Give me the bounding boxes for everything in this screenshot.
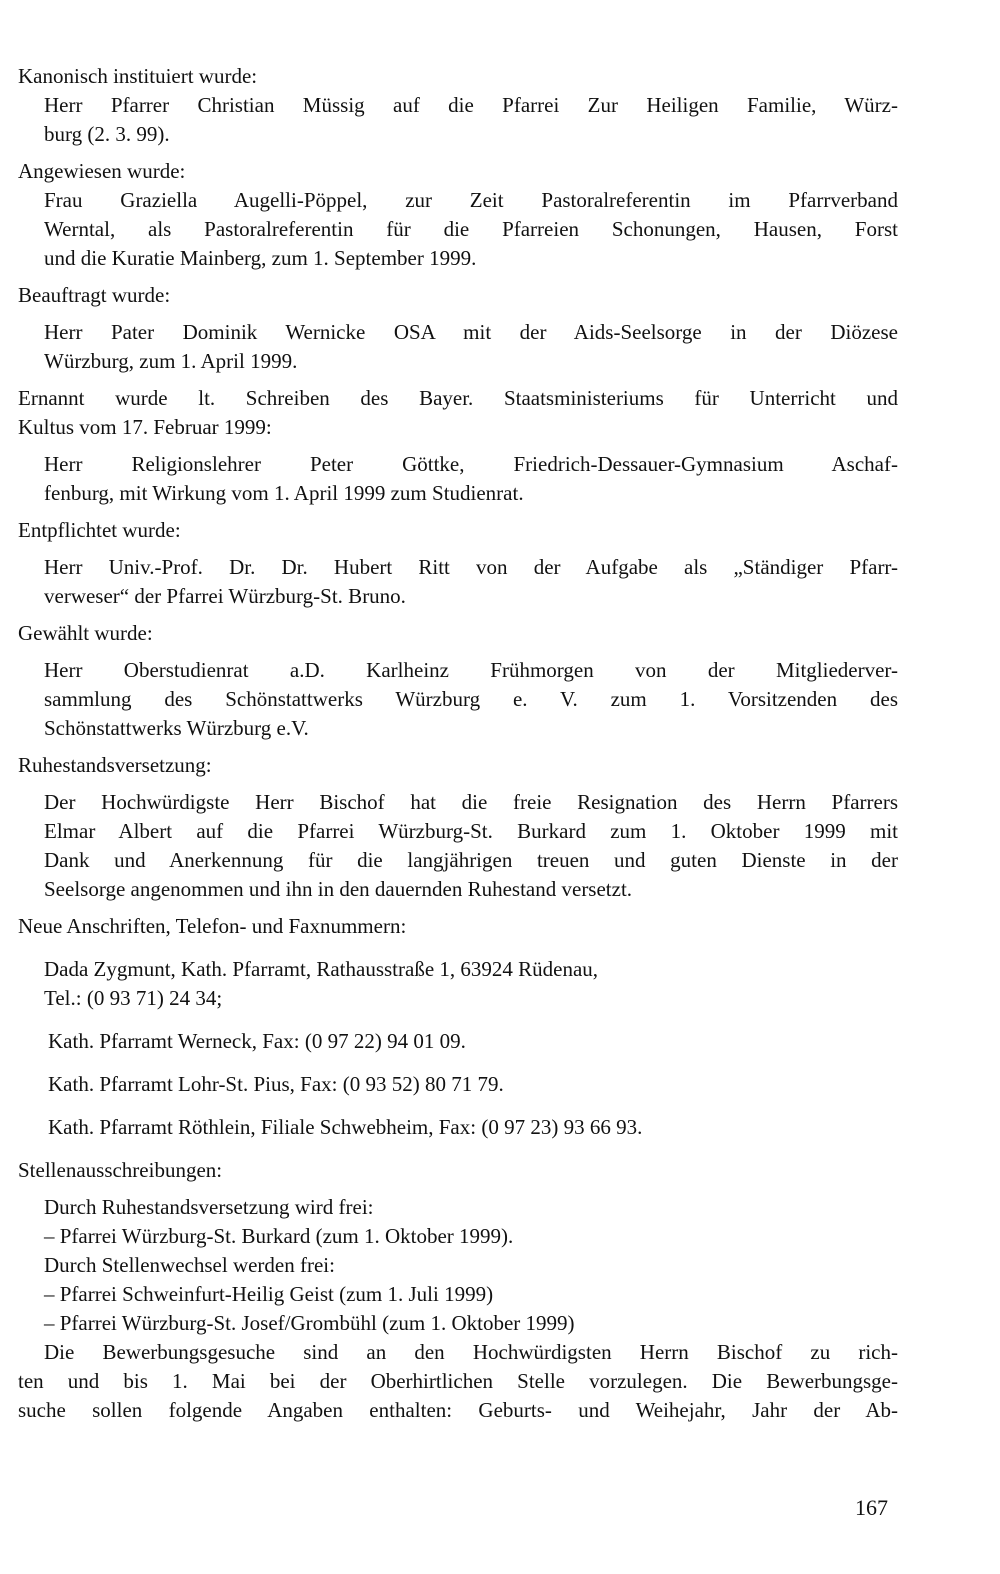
address-entry: Kath. Pfarramt Werneck, Fax: (0 97 22) 94 01 09. — [48, 1029, 466, 1053]
address-entry: Kath. Pfarramt Röthlein, Filiale Schwebheim, Fax: (0 97 23) 93 66 93. — [48, 1115, 643, 1139]
heading-kanonisch: Kanonisch instituiert wurde: — [18, 64, 258, 88]
heading-beauftragt: Beauftragt wurde: — [18, 283, 171, 307]
body-line: Durch Stellenwechsel werden frei: — [44, 1253, 335, 1277]
heading-ruhestand: Ruhestandsversetzung: — [18, 753, 212, 777]
page-text — [18, 62, 898, 1425]
heading-ernannt: Ernannt wurde lt. Schreiben des Bayer. Staatsministeriums für Unterricht und — [18, 386, 898, 410]
body-line: sammlung des Schönstattwerks Würzburg e. V. zum 1. Vorsitzenden des — [44, 687, 898, 711]
body-line: suche sollen folgende Angaben enthalten: Geburts- und Weihejahr, Jahr der Ab- — [18, 1398, 898, 1422]
body-line: Dank und Anerkennung für die langjährigen treuen und guten Dienste in der — [44, 848, 898, 872]
heading-stellen: Stellenausschreibungen: — [18, 1158, 223, 1182]
page-number: 167 — [855, 1495, 888, 1520]
body-line: – Pfarrei Würzburg-St. Josef/Grombühl (zum 1. Oktober 1999) — [44, 1311, 575, 1335]
body-line: Würzburg, zum 1. April 1999. — [44, 349, 298, 373]
body-line: Elmar Albert auf die Pfarrei Würzburg-St. Burkard zum 1. Oktober 1999 mit — [44, 819, 898, 843]
body-line: Die Bewerbungsgesuche sind an den Hochwürdigsten Herrn Bischof zu rich- — [44, 1340, 898, 1364]
heading-anschriften: Neue Anschriften, Telefon- und Faxnummern: — [18, 914, 407, 938]
heading-angewiesen: Angewiesen wurde: — [18, 159, 186, 183]
body-line: Der Hochwürdigste Herr Bischof hat die freie Resignation des Herrn Pfarrers — [44, 790, 898, 814]
body-line: – Pfarrei Schweinfurt-Heilig Geist (zum 1. Juli 1999) — [44, 1282, 494, 1306]
body-line: Herr Religionslehrer Peter Göttke, Friedrich-Dessauer-Gymnasium Aschaf- — [44, 452, 898, 476]
body-line: Werntal, als Pastoralreferentin für die Pfarreien Schonungen, Hausen, Forst — [44, 217, 898, 241]
body-line: und die Kuratie Mainberg, zum 1. September 1999. — [44, 246, 477, 270]
address-entry: Dada Zygmunt, Kath. Pfarramt, Rathausstraße 1, 63924 Rüdenau, — [44, 957, 599, 981]
heading-ernannt-cont: Kultus vom 17. Februar 1999: — [18, 415, 272, 439]
heading-entpflichtet: Entpflichtet wurde: — [18, 518, 181, 542]
body-line: ten und bis 1. Mai bei der Oberhirtlichen Stelle vorzulegen. Die Bewerbungsge- — [18, 1369, 898, 1393]
body-line: – Pfarrei Würzburg-St. Burkard (zum 1. Oktober 1999). — [44, 1224, 514, 1248]
body-line: burg (2. 3. 99). — [44, 122, 170, 146]
body-line: fenburg, mit Wirkung vom 1. April 1999 zum Studienrat. — [44, 481, 524, 505]
body-line: Durch Ruhestandsversetzung wird frei: — [44, 1195, 374, 1219]
address-entry-cont: Tel.: (0 93 71) 24 34; — [44, 986, 223, 1010]
body-line: Herr Pfarrer Christian Müssig auf die Pfarrei Zur Heiligen Familie, Würz- — [44, 93, 898, 117]
body-line: Herr Oberstudienrat a.D. Karlheinz Frühmorgen von der Mitgliederver- — [44, 658, 898, 682]
heading-gewaehlt: Gewählt wurde: — [18, 621, 153, 645]
body-line: Herr Pater Dominik Wernicke OSA mit der Aids-Seelsorge in der Diözese — [44, 320, 898, 344]
body-line: verweser“ der Pfarrei Würzburg-St. Bruno. — [44, 584, 406, 608]
body-line: Seelsorge angenommen und ihn in den dauernden Ruhestand versetzt. — [44, 877, 633, 901]
address-entry: Kath. Pfarramt Lohr-St. Pius, Fax: (0 93 52) 80 71 79. — [48, 1072, 504, 1096]
body-line: Frau Graziella Augelli-Pöppel, zur Zeit Pastoralreferentin im Pfarrverband — [44, 188, 898, 212]
body-line: Herr Univ.-Prof. Dr. Dr. Hubert Ritt von der Aufgabe als „Ständiger Pfarr- — [44, 555, 898, 579]
body-line: Schönstattwerks Würzburg e.V. — [44, 716, 309, 740]
